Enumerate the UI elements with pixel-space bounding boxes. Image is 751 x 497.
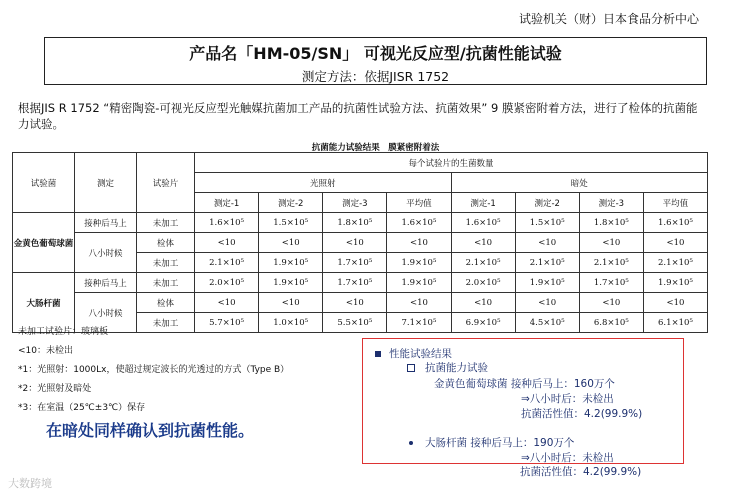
page-subtitle: 测定方法：依据JISR 1752 — [301, 69, 450, 84]
table-row — [13, 293, 708, 313]
intro-paragraph: 根据JIS R 1752 “精密陶瓷-可视光反应型光触媒抗菌加工产品的抗菌性试验方法、抗菌效果” 9 膜紧密附着方法，进行了检体的抗菌能力试验。 — [18, 101, 698, 131]
piece-cell: 未加工 — [137, 253, 195, 273]
header-dark: 暗处 — [451, 173, 708, 193]
table-caption: 抗菌能力试验结果 膜紧密附着法 — [311, 143, 440, 153]
header-sub: 测定-1 — [451, 193, 515, 213]
table-row — [13, 233, 708, 253]
value-cell: 2.1×10⁵ — [579, 253, 643, 273]
value-cell: 6.1×10⁵ — [643, 313, 707, 333]
notes-list — [18, 323, 289, 418]
value-cell: <10 — [515, 293, 579, 313]
measure-cell: 八小时候 — [75, 233, 137, 273]
value-cell: <10 — [451, 293, 515, 313]
value-cell: 1.9×10⁵ — [387, 253, 451, 273]
result-subheading: 抗菌能力试验 — [425, 362, 488, 374]
header-sub: 测定-3 — [323, 193, 387, 213]
value-cell: <10 — [387, 293, 451, 313]
result-item-line: 抗菌活性值：4.2(99.9%) — [521, 408, 643, 420]
note-item: *2：光照射及暗处 — [18, 384, 92, 394]
measure-cell: 接种后马上 — [75, 213, 137, 233]
bullet-dot-icon — [409, 441, 413, 445]
note-item: *1：光照射：1000Lx，使超过规定波长的光透过的方式（Type B） — [18, 365, 290, 375]
header-measure: 测定 — [75, 153, 137, 213]
value-cell: 2.1×10⁵ — [643, 253, 707, 273]
result-heading: 性能试验结果 — [389, 348, 452, 360]
value-cell: 1.0×10⁵ — [259, 313, 323, 333]
value-cell: 1.8×10⁵ — [579, 213, 643, 233]
value-cell: <10 — [643, 233, 707, 253]
measure-cell: 接种后马上 — [75, 273, 137, 293]
page-title: 产品名「HM-05/SN」 可视光反应型/抗菌性能试验 — [189, 44, 562, 63]
result-item-text: 大肠杆菌 接种后马上：190万个 — [425, 437, 575, 449]
result-item-line: ⇒八小时后：未检出 — [521, 393, 614, 405]
value-cell: 1.5×10⁵ — [259, 213, 323, 233]
value-cell: 1.9×10⁵ — [515, 273, 579, 293]
bacteria-name: 金黄色葡萄球菌 — [13, 213, 75, 273]
value-cell: 1.9×10⁵ — [643, 273, 707, 293]
value-cell: <10 — [387, 233, 451, 253]
value-cell: 1.5×10⁵ — [515, 213, 579, 233]
value-cell: 2.1×10⁵ — [451, 253, 515, 273]
value-cell: <10 — [323, 293, 387, 313]
header-light: 光照射 — [195, 173, 452, 193]
result-item-line — [409, 435, 574, 450]
table-header-row — [13, 153, 708, 173]
value-cell: 1.7×10⁵ — [323, 273, 387, 293]
header-group: 每个试验片的生菌数量 — [195, 153, 708, 173]
piece-cell: 检体 — [137, 233, 195, 253]
value-cell: 6.8×10⁵ — [579, 313, 643, 333]
header-sub: 平均值 — [387, 193, 451, 213]
value-cell: 4.5×10⁵ — [515, 313, 579, 333]
value-cell: 5.5×10⁵ — [323, 313, 387, 333]
square-bullet-icon — [375, 351, 381, 357]
value-cell: 2.1×10⁵ — [195, 253, 259, 273]
value-cell: <10 — [515, 233, 579, 253]
header-bacteria: 试验菌 — [13, 153, 75, 213]
result-item-line: 抗菌活性值：4.2(99.9%) — [520, 466, 642, 478]
value-cell: <10 — [259, 233, 323, 253]
result-subheading-line — [407, 360, 488, 375]
header-sub: 平均值 — [643, 193, 707, 213]
header-sub: 测定-1 — [195, 193, 259, 213]
hollow-square-icon — [407, 364, 415, 372]
header-piece: 试验片 — [137, 153, 195, 213]
value-cell: 1.6×10⁵ — [387, 213, 451, 233]
conclusion-text: 在暗处同样确认到抗菌性能。 — [46, 421, 255, 440]
measure-cell: 八小时候 — [75, 293, 137, 333]
note-item: <10：未检出 — [18, 346, 73, 356]
piece-cell: 未加工 — [137, 213, 195, 233]
header-sub: 测定-3 — [579, 193, 643, 213]
piece-cell: 未加工 — [137, 313, 195, 333]
value-cell: 1.6×10⁵ — [195, 213, 259, 233]
value-cell: 1.7×10⁵ — [323, 253, 387, 273]
value-cell: 1.9×10⁵ — [387, 273, 451, 293]
value-cell: <10 — [579, 293, 643, 313]
header-sub: 测定-2 — [515, 193, 579, 213]
value-cell: 7.1×10⁵ — [387, 313, 451, 333]
value-cell: 6.9×10⁵ — [451, 313, 515, 333]
table-row — [13, 213, 708, 233]
value-cell: 1.9×10⁵ — [259, 273, 323, 293]
value-cell: <10 — [451, 233, 515, 253]
org-name: 试验机关（财）日本食品分析中心 — [518, 12, 699, 26]
value-cell: 2.1×10⁵ — [515, 253, 579, 273]
piece-cell: 检体 — [137, 293, 195, 313]
value-cell: 1.6×10⁵ — [643, 213, 707, 233]
result-item-line: 金黄色葡萄球菌 接种后马上：160万个 — [434, 378, 615, 390]
value-cell: 5.7×10⁵ — [195, 313, 259, 333]
value-cell: 1.8×10⁵ — [323, 213, 387, 233]
value-cell: 2.0×10⁵ — [195, 273, 259, 293]
watermark-logo: 大数跨境 — [8, 477, 52, 490]
title-box — [44, 37, 707, 85]
bacteria-name: 大肠杆菌 — [13, 273, 75, 333]
value-cell: 1.9×10⁵ — [259, 253, 323, 273]
results-table — [12, 152, 708, 333]
value-cell: <10 — [579, 233, 643, 253]
note-item: 未加工试验片：玻璃板 — [18, 327, 109, 337]
value-cell: 2.0×10⁵ — [451, 273, 515, 293]
piece-cell: 未加工 — [137, 273, 195, 293]
result-heading-line — [375, 346, 452, 361]
value-cell: <10 — [259, 293, 323, 313]
header-sub: 测定-2 — [259, 193, 323, 213]
result-box — [362, 338, 684, 464]
table-row — [13, 273, 708, 293]
value-cell: <10 — [323, 233, 387, 253]
value-cell: <10 — [195, 233, 259, 253]
value-cell: <10 — [643, 293, 707, 313]
value-cell: 1.7×10⁵ — [579, 273, 643, 293]
value-cell: <10 — [195, 293, 259, 313]
result-item-line: ⇒八小时后：未检出 — [521, 452, 614, 464]
value-cell: 1.6×10⁵ — [451, 213, 515, 233]
note-item: *3：在室温（25℃±3℃）保存 — [18, 403, 146, 413]
